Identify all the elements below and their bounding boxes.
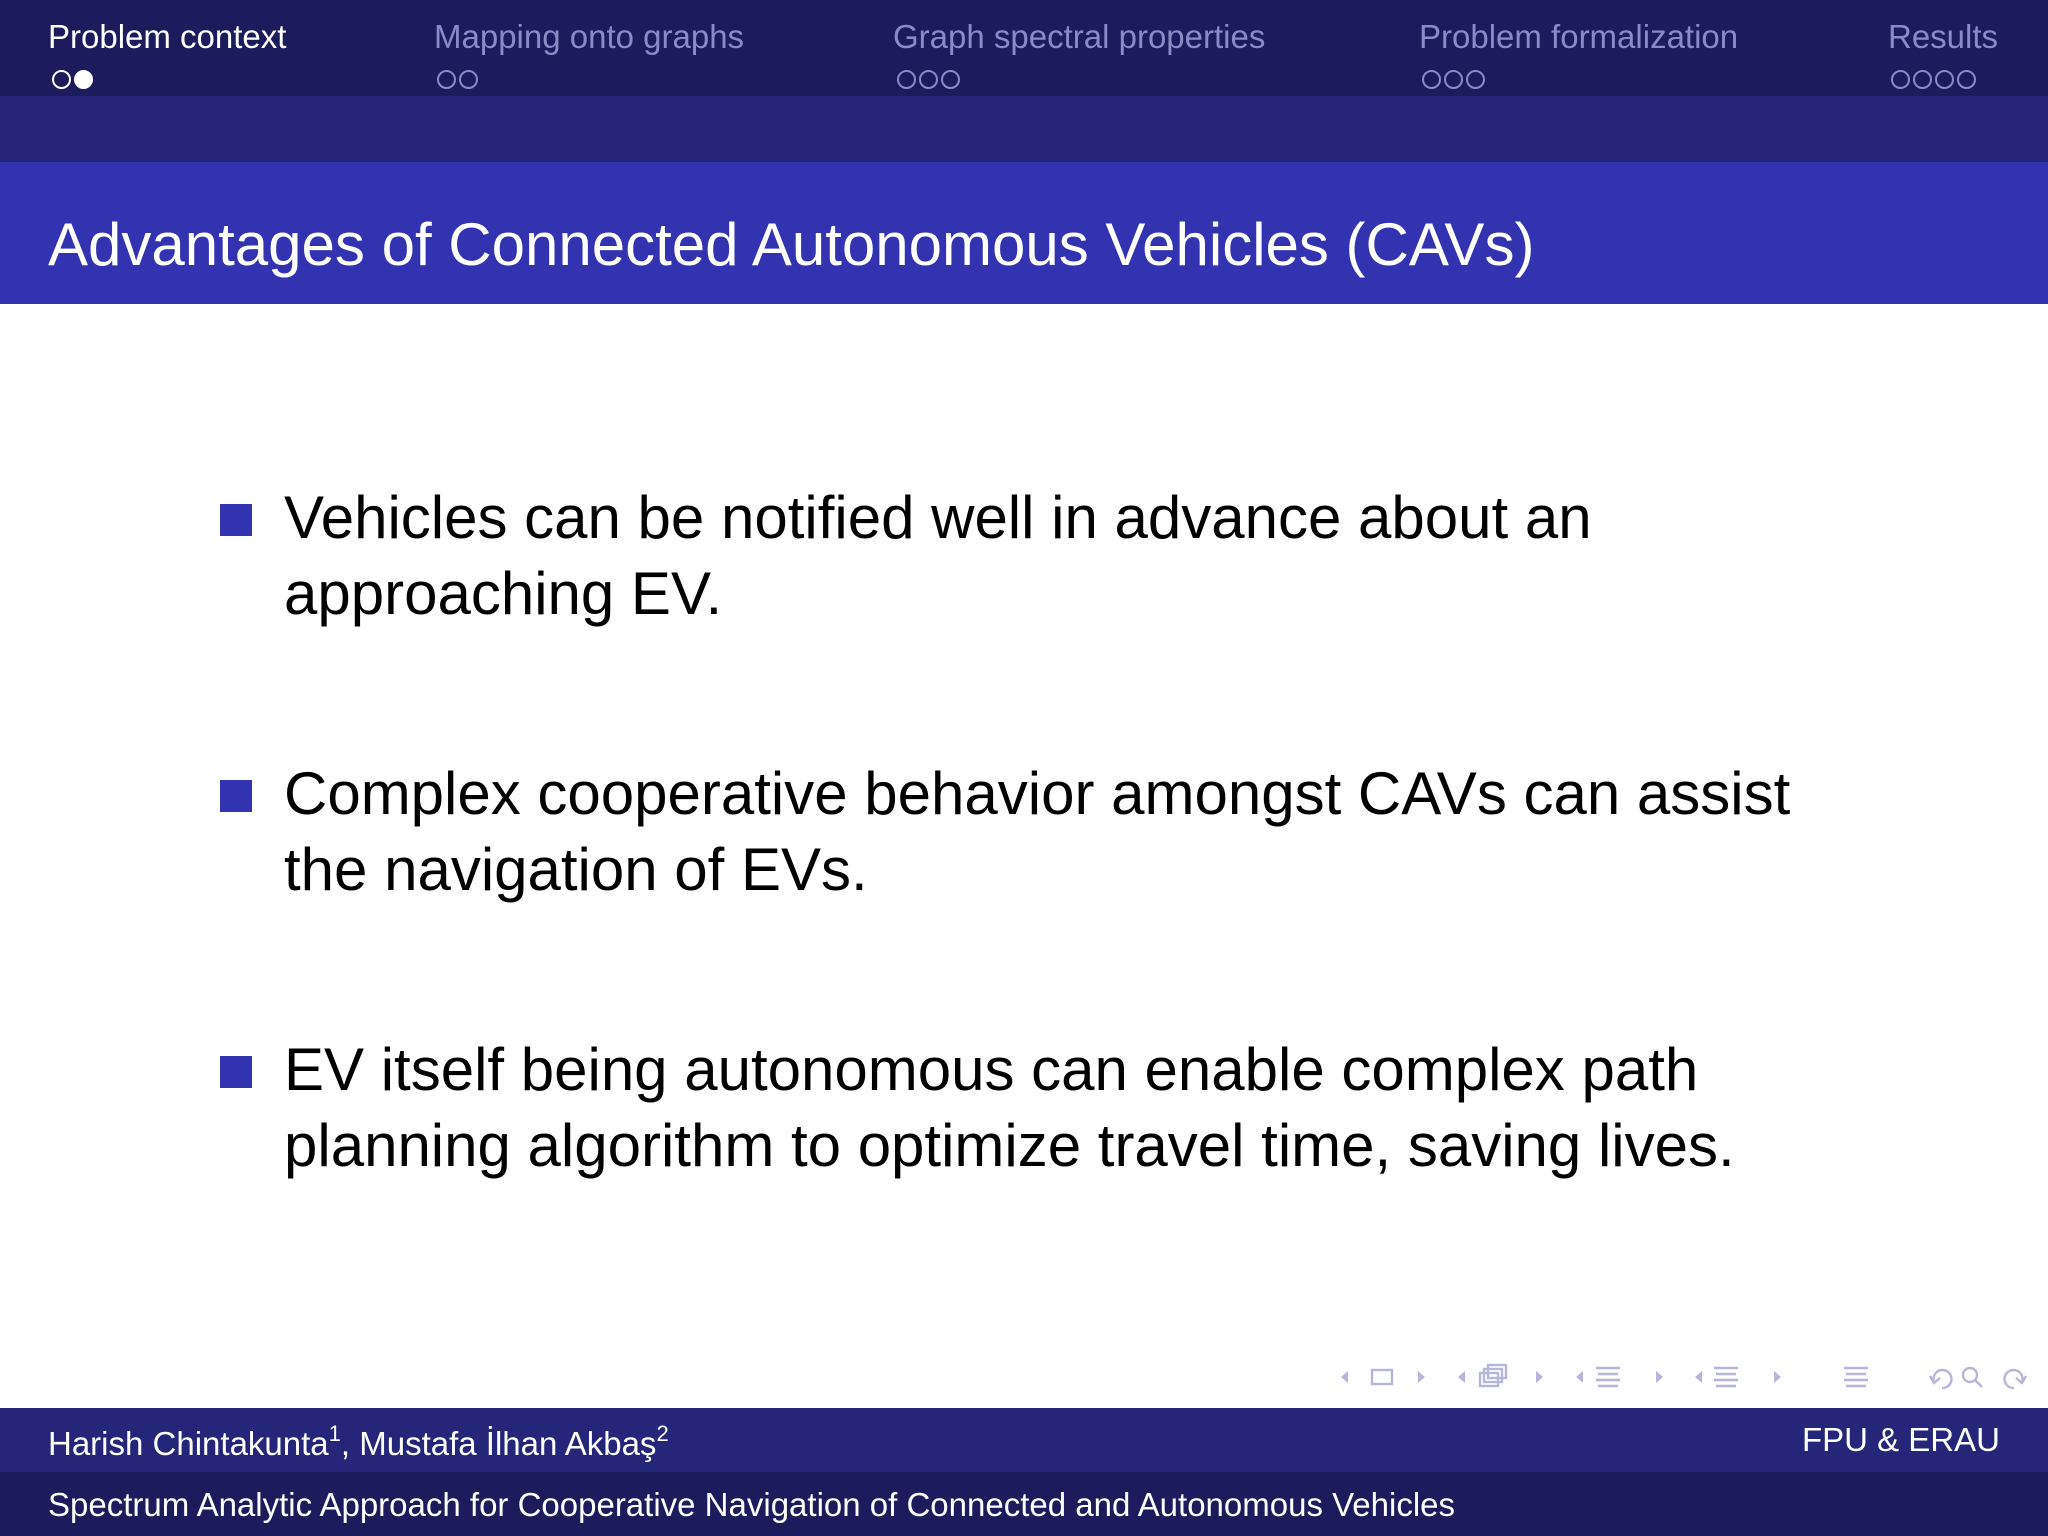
navigation-symbols — [1330, 1360, 2040, 1394]
nav-dots-graph-spectral-properties — [897, 70, 960, 89]
nav-section-graph-spectral-properties[interactable]: Graph spectral properties — [893, 18, 1266, 55]
bullet-line: the navigation of EVs. — [284, 836, 868, 903]
footer-institutions: FPU & ERAU — [1801, 1421, 2000, 1458]
bullet-text — [284, 756, 1944, 908]
nav-dots-results — [1891, 70, 1976, 89]
frame-dot[interactable] — [1913, 70, 1932, 89]
frame-dot[interactable] — [459, 70, 478, 89]
bullet-text — [284, 1032, 1944, 1184]
bullet-line: EV itself being autonomous can enable complex path — [284, 1036, 1699, 1103]
subsection-nav-icon[interactable] — [1576, 1368, 1663, 1386]
square-bullet-icon — [220, 504, 252, 536]
nav-dots-mapping-onto-graphs — [437, 70, 478, 89]
author-name: Mustafa İlhan Akbaş — [359, 1425, 657, 1462]
nav-section-mapping-onto-graphs[interactable]: Mapping onto graphs — [434, 18, 745, 55]
section-nav-icon[interactable] — [1695, 1368, 1781, 1386]
square-bullet-icon — [220, 780, 252, 812]
footer-authors — [48, 1421, 669, 1463]
frame-dot[interactable] — [1957, 70, 1976, 89]
affiliation-mark: 2 — [656, 1421, 669, 1446]
undo-search-zoom-icon[interactable] — [1930, 1368, 2026, 1388]
frame-dot[interactable] — [1891, 70, 1910, 89]
frame-dot[interactable] — [1466, 70, 1485, 89]
frame-dot[interactable] — [1422, 70, 1441, 89]
frame-dot[interactable] — [1444, 70, 1463, 89]
footer-talk-title: Spectrum Analytic Approach for Cooperative Navigation of Connected and Autonomous Vehicles — [48, 1486, 1456, 1523]
nav-section-results[interactable]: Results — [1888, 18, 1999, 55]
slide-title: Advantages of Connected Autonomous Vehicles (CAVs) — [48, 211, 1535, 278]
bullet-line: Vehicles can be notified well in advance about an — [284, 484, 1592, 551]
frame-dot[interactable] — [897, 70, 916, 89]
nav-dots-problem-formalization — [1422, 70, 1485, 89]
square-bullet-icon — [220, 1056, 252, 1088]
frame-dot[interactable] — [1935, 70, 1954, 89]
author-name: Harish Chintakunta — [48, 1425, 329, 1462]
affiliation-mark: 1 — [328, 1421, 341, 1446]
nav-dots-problem-context — [52, 70, 93, 89]
frame-title-bar — [0, 162, 2048, 304]
slide-nav-icon[interactable] — [1341, 1370, 1425, 1384]
section-navigation-bar — [0, 0, 2048, 96]
frame-nav-icon[interactable] — [1458, 1365, 1543, 1386]
frame-dot[interactable] — [437, 70, 456, 89]
bullet-line: approaching EV. — [284, 560, 723, 627]
nav-section-problem-formalization[interactable]: Problem formalization — [1419, 18, 1739, 55]
author-separator: , — [340, 1425, 360, 1462]
frame-dot[interactable] — [52, 70, 71, 89]
current-frame-dot[interactable] — [74, 70, 93, 89]
bullet-line: planning algorithm to optimize travel time, saving lives. — [284, 1112, 1735, 1179]
document-nav-icon[interactable] — [1844, 1368, 1868, 1386]
frame-dot[interactable] — [941, 70, 960, 89]
footer-author-bar — [0, 1408, 2048, 1472]
frame-dot[interactable] — [919, 70, 938, 89]
bullet-text — [284, 480, 1944, 632]
footer-title-bar — [0, 1472, 2048, 1536]
nav-section-problem-context[interactable]: Problem context — [48, 18, 287, 55]
subsection-band — [0, 96, 2048, 162]
bullet-line: Complex cooperative behavior amongst CAVs can assist — [284, 760, 1791, 827]
